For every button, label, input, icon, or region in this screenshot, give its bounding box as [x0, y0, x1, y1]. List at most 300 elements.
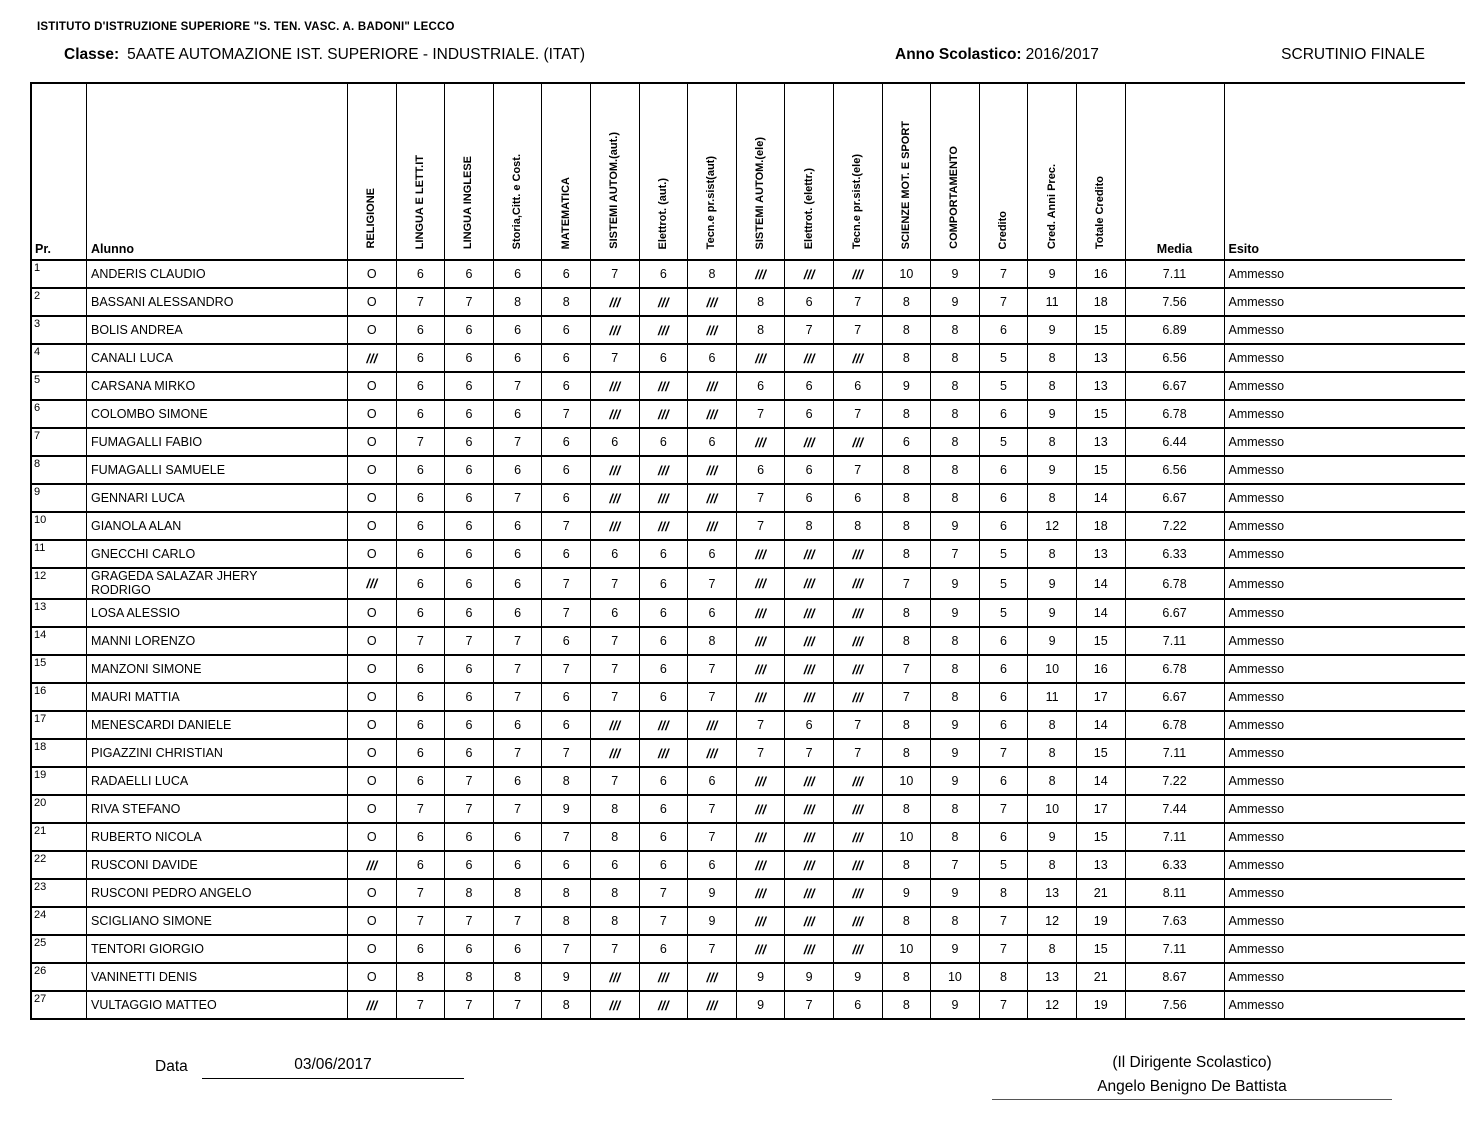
grade-cell: 8: [1028, 851, 1077, 879]
subject-label: Credito: [997, 210, 1010, 249]
grade-cell: 7: [688, 655, 737, 683]
student-name-text: RIVA STEFANO: [91, 801, 181, 816]
grade-cell: 6: [785, 288, 834, 316]
grade-cell: 8: [882, 739, 931, 767]
grade-cell: 13: [1076, 372, 1125, 400]
grade-cell: ///: [590, 400, 639, 428]
esito-value: Ammesso: [1224, 711, 1465, 739]
grade-cell: 6: [979, 456, 1028, 484]
media-value: 7.11: [1125, 627, 1224, 655]
grade-cell: 7: [445, 627, 494, 655]
grade-cell: O: [348, 288, 397, 316]
grade-cell: 8: [882, 963, 931, 991]
grade-cell: 6: [396, 935, 445, 963]
grade-cell: 8: [542, 991, 591, 1019]
grade-cell: 9: [931, 991, 980, 1019]
grade-cell: O: [348, 456, 397, 484]
grade-cell: 7: [445, 288, 494, 316]
grade-cell: ///: [590, 484, 639, 512]
esito-value: Ammesso: [1224, 512, 1465, 540]
grade-cell: 18: [1076, 512, 1125, 540]
grade-cell: 12: [1028, 512, 1077, 540]
student-name-text: GIANOLA ALAN: [91, 518, 182, 533]
grade-cell: 6: [493, 599, 542, 627]
grade-cell: 8: [882, 400, 931, 428]
esito-value: Ammesso: [1224, 851, 1465, 879]
grade-cell: 8: [445, 963, 494, 991]
grade-cell: 6: [493, 935, 542, 963]
grade-cell: O: [348, 963, 397, 991]
student-name: [87, 428, 348, 456]
grade-cell: 8: [882, 851, 931, 879]
subject-label: Tecn.e pr.sist.(ele): [851, 153, 864, 249]
grade-cell: 9: [1028, 400, 1077, 428]
grade-cell: 6: [979, 627, 1028, 655]
grade-cell: 7: [979, 991, 1028, 1019]
grade-cell: ///: [590, 963, 639, 991]
grade-cell: 6: [979, 316, 1028, 344]
row-number: 16: [31, 683, 87, 711]
grade-cell: 8: [931, 907, 980, 935]
grade-cell: ///: [833, 568, 882, 599]
grade-cell: 6: [979, 711, 1028, 739]
grade-cell: ///: [833, 627, 882, 655]
grade-cell: 6: [590, 599, 639, 627]
grade-cell: 9: [736, 991, 785, 1019]
student-name-text: FUMAGALLI FABIO: [91, 434, 203, 449]
grade-cell: 8: [882, 795, 931, 823]
grade-cell: 7: [590, 568, 639, 599]
grade-cell: 11: [1028, 288, 1077, 316]
media-value: 6.78: [1125, 400, 1224, 428]
esito-value: Ammesso: [1224, 655, 1465, 683]
grade-cell: ///: [688, 400, 737, 428]
media-value: 6.78: [1125, 711, 1224, 739]
row-number: 25: [31, 935, 87, 963]
grade-cell: O: [348, 316, 397, 344]
grade-cell: 9: [931, 879, 980, 907]
grade-cell: 8: [1028, 711, 1077, 739]
grade-cell: 7: [979, 288, 1028, 316]
table-row: [31, 739, 1465, 767]
grade-cell: 8: [396, 963, 445, 991]
grade-cell: 6: [493, 456, 542, 484]
signature-title: (Il Dirigente Scolastico): [1112, 1054, 1272, 1071]
grade-cell: 7: [493, 627, 542, 655]
grade-cell: 6: [688, 599, 737, 627]
media-value: 6.33: [1125, 851, 1224, 879]
grade-cell: 9: [931, 599, 980, 627]
table-row: [31, 428, 1465, 456]
grade-cell: 7: [882, 683, 931, 711]
grade-cell: 7: [445, 991, 494, 1019]
grade-cell: 7: [542, 512, 591, 540]
grade-cell: ///: [785, 599, 834, 627]
table-row: [31, 683, 1465, 711]
media-value: 7.56: [1125, 991, 1224, 1019]
grade-cell: 7: [688, 935, 737, 963]
grade-cell: 7: [542, 655, 591, 683]
subject-label: SCIENZE MOT. E SPORT: [899, 120, 912, 249]
grade-cell: 8: [931, 316, 980, 344]
class-label: Classe:: [64, 46, 120, 63]
grade-cell: 6: [833, 991, 882, 1019]
grade-cell: 7: [396, 879, 445, 907]
grade-cell: 15: [1076, 627, 1125, 655]
grade-cell: 16: [1076, 260, 1125, 288]
table-row: [31, 599, 1465, 627]
grade-cell: 14: [1076, 484, 1125, 512]
grade-cell: 7: [493, 991, 542, 1019]
grade-cell: 6: [493, 400, 542, 428]
grade-cell: 6: [396, 316, 445, 344]
grade-cell: 6: [445, 711, 494, 739]
media-value: 7.63: [1125, 907, 1224, 935]
grade-cell: 7: [493, 795, 542, 823]
school-year-line: [895, 46, 1099, 64]
grade-cell: 6: [445, 599, 494, 627]
grade-cell: 8: [931, 484, 980, 512]
grade-cell: 9: [1028, 456, 1077, 484]
media-value: 6.56: [1125, 344, 1224, 372]
col-header-subject: [348, 83, 397, 260]
grade-cell: ///: [590, 372, 639, 400]
grade-cell: 6: [833, 372, 882, 400]
grade-cell: 7: [736, 739, 785, 767]
grade-cell: 7: [542, 400, 591, 428]
grade-cell: 6: [445, 935, 494, 963]
col-header-media: Media: [1125, 83, 1224, 260]
table-row: [31, 316, 1465, 344]
grade-cell: 13: [1076, 344, 1125, 372]
student-name: [87, 655, 348, 683]
col-header-subject: [396, 83, 445, 260]
grade-cell: 6: [688, 851, 737, 879]
grade-cell: ///: [736, 655, 785, 683]
student-name-text: CANALI LUCA: [91, 350, 173, 365]
student-name: [87, 795, 348, 823]
grade-cell: O: [348, 795, 397, 823]
student-name-text: BOLIS ANDREA: [91, 322, 183, 337]
date-value: 03/06/2017: [202, 1056, 464, 1079]
grade-cell: ///: [590, 711, 639, 739]
esito-value: Ammesso: [1224, 991, 1465, 1019]
student-name: [87, 683, 348, 711]
grade-cell: 6: [979, 484, 1028, 512]
grade-cell: 7: [493, 739, 542, 767]
grade-cell: 7: [979, 935, 1028, 963]
grade-cell: O: [348, 627, 397, 655]
student-name-text: VANINETTI DENIS: [91, 969, 198, 984]
grade-cell: ///: [688, 963, 737, 991]
student-name-text: LOSA ALESSIO: [91, 605, 180, 620]
grade-cell: 6: [396, 655, 445, 683]
grade-cell: 6: [542, 456, 591, 484]
grade-cell: 7: [396, 795, 445, 823]
grade-cell: ///: [688, 991, 737, 1019]
grade-cell: 6: [785, 400, 834, 428]
media-value: 6.67: [1125, 683, 1224, 711]
grade-cell: ///: [348, 568, 397, 599]
grade-cell: 8: [542, 907, 591, 935]
subject-label: Storia,Citt. e Cost.: [511, 153, 524, 249]
esito-value: Ammesso: [1224, 484, 1465, 512]
subject-label: Elettrot. (elettr.): [802, 167, 815, 249]
grade-cell: O: [348, 428, 397, 456]
grade-cell: 7: [736, 711, 785, 739]
grade-cell: 7: [396, 428, 445, 456]
esito-value: Ammesso: [1224, 683, 1465, 711]
grade-cell: ///: [688, 484, 737, 512]
grade-cell: ///: [833, 879, 882, 907]
grade-cell: 7: [833, 456, 882, 484]
grade-cell: 6: [979, 683, 1028, 711]
grade-cell: 14: [1076, 599, 1125, 627]
grade-cell: 7: [785, 739, 834, 767]
grade-cell: ///: [736, 879, 785, 907]
media-value: 7.11: [1125, 739, 1224, 767]
esito-value: Ammesso: [1224, 428, 1465, 456]
media-value: 6.78: [1125, 655, 1224, 683]
row-number: 23: [31, 879, 87, 907]
row-number: 18: [31, 739, 87, 767]
grade-cell: 17: [1076, 795, 1125, 823]
row-number: 12: [31, 568, 87, 599]
grades-thead: [31, 83, 1465, 260]
grade-cell: 8: [1028, 739, 1077, 767]
grade-cell: 6: [688, 344, 737, 372]
grade-cell: ///: [785, 767, 834, 795]
grade-cell: 6: [542, 372, 591, 400]
grade-cell: ///: [639, 400, 688, 428]
grade-cell: 13: [1028, 879, 1077, 907]
table-row: [31, 795, 1465, 823]
grade-cell: 9: [882, 879, 931, 907]
grade-cell: 5: [979, 344, 1028, 372]
esito-value: Ammesso: [1224, 795, 1465, 823]
grade-cell: ///: [785, 683, 834, 711]
esito-value: Ammesso: [1224, 540, 1465, 568]
table-row: [31, 655, 1465, 683]
grade-cell: ///: [736, 823, 785, 851]
grade-cell: 8: [688, 260, 737, 288]
grade-cell: ///: [833, 767, 882, 795]
table-row: [31, 344, 1465, 372]
grade-cell: 7: [590, 344, 639, 372]
institute-title: ISTITUTO D'ISTRUZIONE SUPERIORE "S. TEN. VASC. A. BADONI" LECCO: [37, 21, 455, 33]
grade-cell: O: [348, 655, 397, 683]
media-value: 7.22: [1125, 512, 1224, 540]
grade-cell: ///: [833, 428, 882, 456]
grade-cell: 8: [882, 907, 931, 935]
media-value: 6.67: [1125, 484, 1224, 512]
grade-cell: 6: [445, 512, 494, 540]
grade-cell: 7: [396, 288, 445, 316]
grade-cell: ///: [688, 372, 737, 400]
col-header-subject: [833, 83, 882, 260]
grade-cell: 7: [931, 851, 980, 879]
grade-cell: 6: [833, 484, 882, 512]
grade-cell: 6: [445, 316, 494, 344]
grade-cell: 6: [639, 428, 688, 456]
col-header-subject: [882, 83, 931, 260]
row-number: 10: [31, 512, 87, 540]
grade-cell: 6: [542, 344, 591, 372]
grade-cell: 6: [639, 851, 688, 879]
grade-cell: 6: [445, 456, 494, 484]
grade-cell: ///: [590, 991, 639, 1019]
grade-cell: ///: [785, 907, 834, 935]
grade-cell: ///: [639, 456, 688, 484]
grade-cell: ///: [590, 739, 639, 767]
grade-cell: ///: [736, 851, 785, 879]
row-number: 15: [31, 655, 87, 683]
grade-cell: 6: [445, 683, 494, 711]
grade-cell: 6: [493, 823, 542, 851]
media-value: 7.22: [1125, 767, 1224, 795]
grade-cell: 6: [542, 428, 591, 456]
grade-cell: 7: [396, 991, 445, 1019]
student-name: [87, 935, 348, 963]
grade-cell: 7: [493, 484, 542, 512]
grade-cell: 7: [688, 568, 737, 599]
table-row: [31, 711, 1465, 739]
col-header-subject: [639, 83, 688, 260]
table-row: [31, 991, 1465, 1019]
row-number: 8: [31, 456, 87, 484]
grade-cell: O: [348, 599, 397, 627]
grade-cell: ///: [590, 316, 639, 344]
grade-cell: 6: [590, 851, 639, 879]
grade-cell: 8: [882, 484, 931, 512]
media-value: 7.11: [1125, 823, 1224, 851]
row-number: 17: [31, 711, 87, 739]
grade-cell: 9: [931, 568, 980, 599]
grade-cell: ///: [736, 767, 785, 795]
grade-cell: 7: [493, 907, 542, 935]
col-header-subject: [736, 83, 785, 260]
grade-cell: 7: [445, 795, 494, 823]
grade-cell: 8: [931, 655, 980, 683]
col-header-subject: [688, 83, 737, 260]
grade-cell: ///: [639, 711, 688, 739]
grade-cell: ///: [833, 540, 882, 568]
row-number: 26: [31, 963, 87, 991]
grade-cell: 7: [688, 795, 737, 823]
grade-cell: 7: [979, 795, 1028, 823]
esito-value: Ammesso: [1224, 627, 1465, 655]
grade-cell: 6: [493, 568, 542, 599]
grade-cell: 6: [445, 739, 494, 767]
student-name: [87, 484, 348, 512]
row-number: 1: [31, 260, 87, 288]
grade-cell: 6: [396, 568, 445, 599]
grade-cell: 7: [639, 879, 688, 907]
grade-cell: 6: [396, 456, 445, 484]
grade-cell: 6: [639, 767, 688, 795]
grade-cell: ///: [736, 428, 785, 456]
esito-value: Ammesso: [1224, 879, 1465, 907]
grade-cell: 7: [542, 935, 591, 963]
student-name: [87, 851, 348, 879]
grade-cell: ///: [833, 935, 882, 963]
esito-value: Ammesso: [1224, 739, 1465, 767]
grade-cell: ///: [785, 935, 834, 963]
grade-cell: 7: [931, 540, 980, 568]
grade-cell: 8: [493, 288, 542, 316]
col-header-subject: [785, 83, 834, 260]
table-row: [31, 400, 1465, 428]
grade-cell: 6: [639, 935, 688, 963]
grade-cell: 7: [688, 683, 737, 711]
grade-cell: ///: [785, 260, 834, 288]
grade-cell: 13: [1028, 963, 1077, 991]
school-year-value: 2016/2017: [1025, 46, 1099, 63]
student-name-text: VULTAGGIO MATTEO: [91, 997, 217, 1012]
media-value: 7.11: [1125, 935, 1224, 963]
row-number: 24: [31, 907, 87, 935]
grade-cell: ///: [736, 907, 785, 935]
media-value: 6.33: [1125, 540, 1224, 568]
grade-cell: 8: [1028, 372, 1077, 400]
table-row: [31, 627, 1465, 655]
grade-cell: 6: [396, 711, 445, 739]
grade-cell: 5: [979, 568, 1028, 599]
esito-value: Ammesso: [1224, 767, 1465, 795]
media-value: 7.56: [1125, 288, 1224, 316]
grade-cell: 21: [1076, 879, 1125, 907]
grade-cell: 10: [1028, 795, 1077, 823]
grade-cell: 6: [590, 428, 639, 456]
scrutinio-title: SCRUTINIO FINALE: [1281, 46, 1425, 63]
student-name: [87, 540, 348, 568]
grade-cell: 7: [445, 907, 494, 935]
student-name-text: BASSANI ALESSANDRO: [91, 294, 234, 309]
grade-cell: 19: [1076, 991, 1125, 1019]
student-name: [87, 372, 348, 400]
grade-cell: 9: [931, 935, 980, 963]
grade-cell: 7: [493, 428, 542, 456]
grade-cell: 6: [445, 372, 494, 400]
class-value: 5AATE AUTOMAZIONE IST. SUPERIORE - INDUSTRIALE. (ITAT): [127, 46, 586, 63]
grade-cell: ///: [736, 599, 785, 627]
grade-cell: 8: [931, 456, 980, 484]
grade-cell: ///: [688, 512, 737, 540]
grade-cell: ///: [785, 344, 834, 372]
grade-cell: ///: [833, 683, 882, 711]
media-value: 6.67: [1125, 599, 1224, 627]
student-name: [87, 739, 348, 767]
grade-cell: 7: [736, 512, 785, 540]
student-name: [87, 456, 348, 484]
student-name-text: GENNARI LUCA: [91, 490, 185, 505]
grade-cell: 9: [688, 907, 737, 935]
grade-cell: 9: [1028, 568, 1077, 599]
grade-cell: 6: [396, 372, 445, 400]
grade-cell: 7: [590, 627, 639, 655]
col-header-subject: [590, 83, 639, 260]
grade-cell: 7: [396, 627, 445, 655]
grade-cell: 6: [979, 400, 1028, 428]
grade-cell: 9: [931, 739, 980, 767]
grade-cell: 6: [396, 484, 445, 512]
grade-cell: ///: [590, 456, 639, 484]
grade-cell: 8: [493, 963, 542, 991]
grade-cell: 7: [785, 991, 834, 1019]
grade-cell: 8: [931, 400, 980, 428]
grade-cell: 9: [1028, 823, 1077, 851]
grade-cell: 15: [1076, 400, 1125, 428]
